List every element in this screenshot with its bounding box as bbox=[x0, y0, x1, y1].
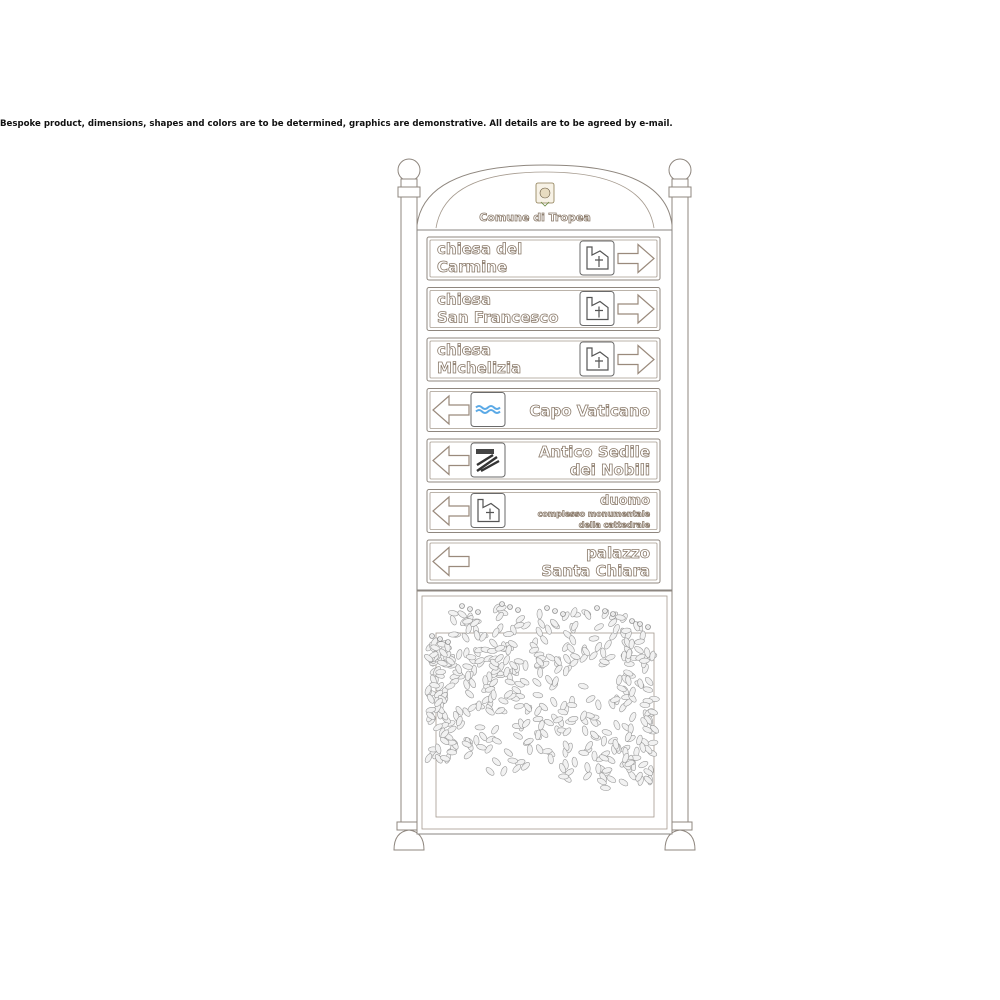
flower-shape bbox=[438, 637, 443, 642]
sign-label-line: chiesa del bbox=[437, 240, 523, 258]
flower-shape bbox=[500, 602, 505, 607]
flower-shape bbox=[603, 609, 608, 614]
flower-shape bbox=[595, 606, 600, 611]
sign-label-line: chiesa bbox=[437, 290, 491, 309]
leaf-shape bbox=[559, 774, 569, 780]
leaf-shape bbox=[596, 764, 601, 774]
leaf-shape bbox=[491, 690, 497, 700]
sign-label-line: Capo Vaticano bbox=[529, 402, 650, 420]
sign-label-line: palazzo bbox=[586, 544, 650, 562]
flower-shape bbox=[516, 608, 521, 613]
sign-label-line: Carmine bbox=[437, 258, 508, 276]
leaf-shape bbox=[592, 751, 598, 761]
coat-of-arms-icon bbox=[536, 183, 554, 206]
sign-label-line: Michelizia bbox=[437, 359, 522, 377]
direction-sign-panel bbox=[427, 338, 660, 381]
sign-label-line: dei Nobili bbox=[569, 461, 650, 479]
flower-shape bbox=[646, 625, 651, 630]
sign-label-line: chiesa bbox=[437, 341, 491, 359]
sign-sublabel-line: della cattedrale bbox=[578, 520, 650, 530]
direction-sign-panel bbox=[427, 237, 660, 280]
direction-sign-panel bbox=[427, 540, 660, 583]
sign-label-line: Antico Sedile bbox=[538, 443, 650, 461]
monument-icon bbox=[471, 443, 505, 477]
flower-shape bbox=[446, 640, 451, 645]
direction-sign-panel bbox=[427, 490, 660, 533]
flower-shape bbox=[508, 605, 513, 610]
flower-shape bbox=[476, 610, 481, 615]
leaf-shape bbox=[527, 745, 532, 755]
leaf-shape bbox=[475, 725, 485, 730]
direction-sign-panel bbox=[427, 439, 660, 482]
leaf-shape bbox=[538, 668, 543, 678]
sign-label-line: duomo bbox=[600, 493, 650, 509]
sea-waves-icon bbox=[471, 393, 505, 427]
leaf-shape bbox=[436, 669, 446, 675]
leaf-shape bbox=[537, 609, 542, 619]
sign-label-line: Santa Chiara bbox=[541, 562, 650, 580]
flower-shape bbox=[545, 606, 550, 611]
flower-shape bbox=[468, 607, 473, 612]
flower-shape bbox=[630, 619, 635, 624]
flower-shape bbox=[561, 612, 566, 617]
disclaimer-notice: Bespoke product, dimensions, shapes and colors are to be determined, graphics are demonstrative. All details are to be agreed by e-mail. bbox=[0, 119, 673, 129]
church-icon bbox=[471, 494, 505, 528]
flower-shape bbox=[611, 612, 616, 617]
flower-shape bbox=[460, 604, 465, 609]
direction-sign-panel bbox=[427, 389, 660, 432]
direction-sign-panel bbox=[427, 288, 660, 331]
flower-shape bbox=[553, 609, 558, 614]
flower-shape bbox=[430, 634, 435, 639]
arch-header bbox=[417, 165, 672, 230]
sign-sublabel-line: complesso monumentale bbox=[537, 509, 650, 519]
church-icon bbox=[580, 241, 614, 275]
church-icon bbox=[580, 342, 614, 376]
sign-label-line: San Francesco bbox=[437, 308, 559, 327]
municipality-title: Comune di Tropea bbox=[479, 211, 591, 224]
church-icon bbox=[580, 292, 614, 326]
flower-shape bbox=[638, 622, 643, 627]
leaf-shape bbox=[447, 749, 457, 755]
